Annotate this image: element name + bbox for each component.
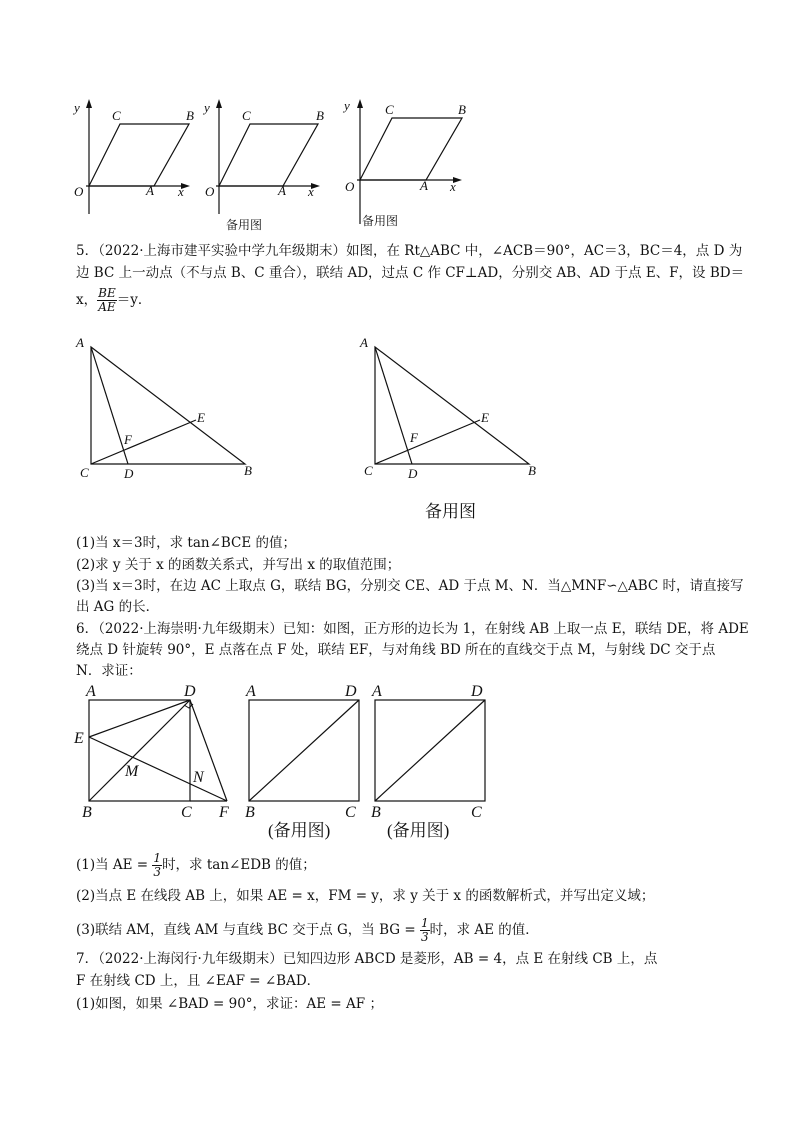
point-f-label: F — [410, 430, 418, 445]
point-b-label: B — [82, 804, 92, 821]
backup-figure-caption: 备用图 — [362, 214, 399, 228]
q7-sub-1: (1)如图，如果 ∠BAD = 90°，求证：AE = AF ； — [76, 996, 383, 1012]
q5-line-3-prefix: x， — [76, 292, 98, 308]
point-m-label: M — [125, 763, 139, 780]
q6-backup-figure-2 — [368, 680, 498, 822]
point-c-label: C — [181, 804, 192, 821]
q5-sub-3b: 出 AG 的长． — [76, 599, 160, 615]
point-f-label: F — [219, 804, 229, 821]
q6-backup-caption-1: (备用图) — [268, 821, 331, 840]
q6-sub-3-suffix: 时，求 AE 的值． — [429, 922, 539, 938]
q5-sub-1: (1)当 x＝3时，求 tan∠BCE 的值； — [76, 535, 297, 551]
q5-line-2: 边 BC 上一动点（不与点 B、C 重合），联结 AD，过点 C 作 CF⊥AD，分别交 AB、AD 于点 E、F，设 BD＝ — [76, 265, 745, 281]
point-c-label: C — [80, 465, 89, 480]
coordinate-figure-2 — [196, 96, 336, 218]
q5-sub-2: (2)求 y 关于 x 的函数关系式，并写出 x 的取值范围； — [76, 557, 401, 573]
point-d-label: D — [345, 683, 357, 700]
q6-sub-1-num: 1 — [153, 851, 162, 865]
q5-frac-den: AE — [98, 300, 116, 314]
coordinate-figure-3 — [336, 96, 476, 228]
backup-figure-caption: 备用图 — [226, 218, 263, 232]
q6-backup-figure-1 — [242, 680, 372, 822]
q6-sub-3-fraction — [420, 917, 430, 944]
q6-sub-1-den: 3 — [153, 865, 162, 879]
point-c-label: C — [242, 108, 251, 123]
point-d-label: D — [408, 466, 418, 480]
point-b-label: B — [186, 108, 194, 123]
point-c-label: C — [471, 804, 482, 821]
point-e-label: E — [197, 410, 205, 425]
point-a-label: A — [146, 183, 154, 198]
point-a-label: A — [86, 683, 96, 700]
point-a-label: A — [278, 183, 286, 198]
axis-x-label: x — [308, 184, 314, 199]
point-b-label: B — [528, 463, 536, 478]
point-o-label: O — [74, 184, 84, 199]
q5-backup-caption: 备用图 — [425, 502, 476, 522]
q7-line-2: F 在射线 CD 上，且 ∠EAF = ∠BAD． — [76, 973, 321, 989]
q5-triangle-figure — [70, 332, 270, 480]
q5-backup-figure — [354, 332, 554, 480]
q6-sub-1-prefix: (1)当 AE = — [76, 857, 149, 873]
point-e-label: E — [74, 730, 84, 747]
axis-y-label: y — [204, 100, 210, 115]
q6-sub-3 — [76, 917, 539, 944]
q6-sub-1 — [76, 852, 316, 879]
point-b-label: B — [458, 102, 466, 117]
q7-line-1: 7．（2022·上海闵行·九年级期末）已知四边形 ABCD 是菱形，AB = 4，点 E 在射线 CB 上，点 — [76, 951, 658, 967]
point-a-label: A — [360, 335, 368, 350]
q6-sub-3-num: 1 — [420, 916, 429, 930]
point-e-label: E — [481, 410, 489, 425]
q6-sub-1-fraction — [152, 852, 162, 879]
axis-x-label: x — [450, 179, 456, 194]
axis-y-label: y — [74, 100, 80, 115]
q6-line-1: 6．（2022·上海崇明·九年级期末）已知：如图，正方形的边长为 1，在射线 AB 上取一点 E，联结 DE，将 ADE — [76, 621, 749, 637]
point-a-label: A — [420, 178, 428, 193]
point-b-label: B — [371, 804, 381, 821]
point-d-label: D — [471, 683, 483, 700]
point-c-label: C — [345, 804, 356, 821]
point-b-label: B — [245, 804, 255, 821]
q6-line-3: N．求证： — [76, 663, 142, 679]
point-a-label: A — [246, 683, 256, 700]
q6-sub-2: (2)当点 E 在线段 AB 上，如果 AE = x，FM = y，求 y 关于 x 的函数解析式，并写出定义域； — [76, 888, 655, 904]
point-n-label: N — [193, 769, 204, 786]
q6-square-figure — [72, 680, 247, 822]
q6-sub-3-den: 3 — [420, 930, 429, 944]
point-o-label: O — [345, 179, 355, 194]
point-c-label: C — [112, 108, 121, 123]
point-d-label: D — [124, 466, 134, 480]
point-c-label: C — [385, 102, 394, 117]
point-c-label: C — [364, 463, 373, 478]
point-b-label: B — [244, 463, 252, 478]
q5-sub-3a: (3)当 x＝3时，在边 AC 上取点 G，联结 BG，分别交 CE、AD 于点 M、N．当△MNF∽△ABC 时，请直接写 — [76, 578, 744, 594]
point-a-label: A — [76, 335, 84, 350]
axis-y-label: y — [344, 98, 350, 113]
point-d-label: D — [184, 683, 196, 700]
q5-line-3 — [76, 287, 151, 314]
q6-sub-3-prefix: (3)联结 AM，直线 AM 与直线 BC 交于点 G，当 BG = — [76, 922, 416, 938]
point-f-label: F — [124, 432, 132, 447]
q6-line-2: 绕点 D 针旋转 90°，E 点落在点 F 处，联结 EF，与对角线 BD 所在的直线交于点 M，与射线 DC 交于点 — [76, 642, 716, 658]
coordinate-figure-1 — [64, 96, 194, 218]
point-o-label: O — [205, 184, 215, 199]
axis-x-label: x — [178, 184, 184, 199]
q5-line-3-suffix: ＝y． — [116, 292, 152, 308]
q6-sub-1-suffix: 时，求 tan∠EDB 的值； — [162, 857, 316, 873]
q5-frac-num: BE — [98, 286, 116, 300]
point-b-label: B — [316, 108, 324, 123]
q6-backup-caption-2: (备用图) — [387, 821, 450, 840]
point-a-label: A — [372, 683, 382, 700]
q5-line-1: 5．（2022·上海市建平实验中学九年级期末）如图，在 Rt△ABC 中，∠ACB＝90°，AC＝3，BC＝4，点 D 为 — [76, 243, 743, 259]
q5-fraction — [97, 287, 117, 314]
